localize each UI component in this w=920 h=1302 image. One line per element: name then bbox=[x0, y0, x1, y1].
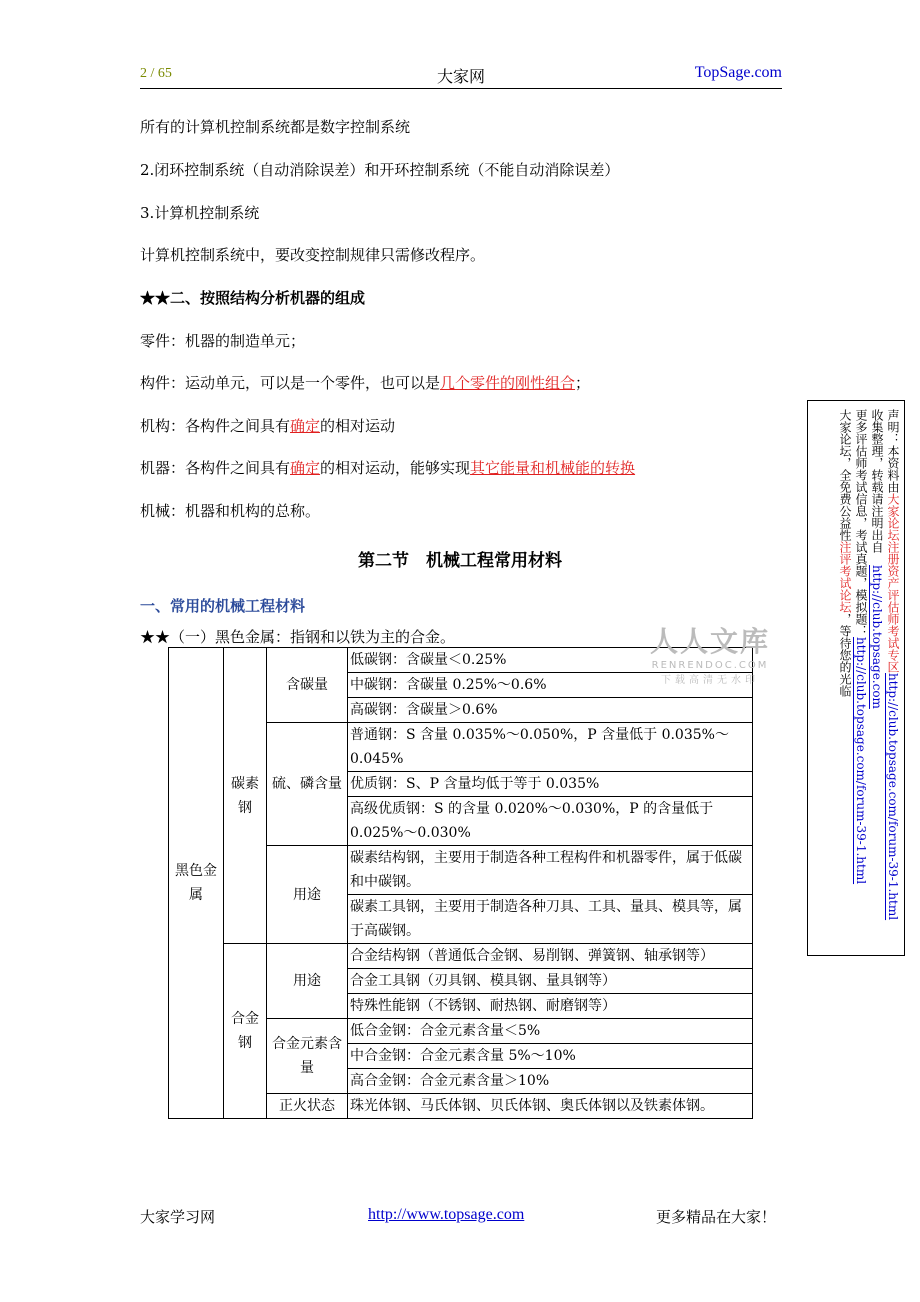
text: 的相对运动，能够实现 bbox=[320, 459, 471, 477]
table-cell: 合金结构钢（普通低合金钢、易削钢、弹簧钢、轴承钢等） bbox=[348, 944, 753, 969]
text: 收集整理，转载请注明出自 bbox=[870, 409, 884, 565]
table-cell: 中碳钢：含碳量 0.25%～0.6% bbox=[348, 673, 753, 698]
footer-link[interactable]: http://www.topsage.com bbox=[368, 1206, 525, 1223]
footer-right: 更多精品在大家！ bbox=[656, 1208, 777, 1226]
cell-alloy-steel: 合金钢 bbox=[224, 944, 267, 1119]
notice-line bbox=[854, 409, 868, 884]
table-cell: 特殊性能钢（不锈钢、耐热钢、耐磨钢等） bbox=[348, 994, 753, 1019]
intro-line: ★★（一）黑色金属：指钢和以铁为主的合金。 bbox=[140, 628, 456, 646]
paragraph bbox=[140, 372, 590, 393]
section-title: 第二节 机械工程常用材料 bbox=[358, 551, 562, 571]
table-cell: 低合金钢：合金元素含量＜5% bbox=[348, 1019, 753, 1044]
text: 机构：各构件之间具有 bbox=[140, 417, 291, 435]
header-site-name: 大家网 bbox=[436, 67, 485, 86]
cell-sp-content: 硫、磷含量 bbox=[267, 723, 348, 846]
cell-use: 用途 bbox=[267, 846, 348, 944]
footer-left: 大家学习网 bbox=[140, 1208, 216, 1226]
highlighted-text: 确定 bbox=[290, 417, 321, 435]
text: ，等待您的光临 bbox=[838, 613, 852, 697]
table-cell: 高碳钢：含碳量＞0.6% bbox=[348, 698, 753, 723]
paragraph: 3.计算机控制系统 bbox=[140, 204, 260, 222]
highlighted-text: 确定 bbox=[290, 459, 321, 477]
table-cell: 普通钢：S 含量 0.035%～0.050%，P 含量低于 0.035%～0.045% bbox=[348, 723, 753, 772]
paragraph bbox=[140, 457, 635, 478]
watermark bbox=[650, 620, 770, 686]
forum-link[interactable]: http://club.topsage.com/forum-39-1.html bbox=[854, 637, 868, 885]
heading: 一、常用的机械工程材料 bbox=[140, 597, 306, 615]
forum-link[interactable]: http://club.topsage.com/forum-39-1.html bbox=[886, 673, 900, 921]
table-cell: 优质钢：S、P 含量均低于等于 0.035% bbox=[348, 772, 753, 797]
page-header bbox=[140, 66, 782, 89]
paragraph: 计算机控制系统中，要改变控制规律只需修改程序。 bbox=[140, 246, 486, 264]
text: 的相对运动 bbox=[320, 417, 396, 435]
header-site-link[interactable]: TopSage.com bbox=[694, 64, 782, 81]
paragraph: 机械：机器和机构的总称。 bbox=[140, 502, 321, 520]
table-cell: 低碳钢：含碳量＜0.25% bbox=[348, 648, 753, 673]
text: 更多评估师考试信息，考试真题，模拟题： bbox=[854, 409, 868, 637]
text: 机器：各构件之间具有 bbox=[140, 459, 291, 477]
cell-use: 用途 bbox=[267, 944, 348, 1019]
table-cell: 高合金钢：合金元素含量＞10% bbox=[348, 1069, 753, 1094]
sidebar-notice bbox=[807, 400, 905, 956]
cell-ferrous-metal: 黑色金属 bbox=[169, 648, 224, 1119]
text: ； bbox=[575, 374, 591, 392]
paragraph: 2.闭环控制系统（自动消除误差）和开环控制系统（不能自动消除误差） bbox=[140, 161, 620, 179]
paragraph bbox=[140, 415, 395, 436]
watermark-caption: 下载高清无水印 bbox=[661, 675, 759, 686]
notice-line bbox=[886, 409, 900, 920]
cell-normalizing: 正火状态 bbox=[267, 1094, 348, 1119]
highlighted-text: 大家论坛注册资产评估师考试专区 bbox=[886, 493, 900, 673]
highlighted-text: 注评考试论坛 bbox=[838, 541, 852, 613]
cell-alloy-content: 合金元素含量 bbox=[267, 1019, 348, 1094]
text: 大家论坛，全免费公益性 bbox=[838, 409, 852, 541]
table-cell: 碳素工具钢，主要用于制造各种刀具、工具、量具、模具等，属于高碳钢。 bbox=[348, 895, 753, 944]
cell-carbon-content: 含碳量 bbox=[267, 648, 348, 723]
paragraph: 所有的计算机控制系统都是数字控制系统 bbox=[140, 118, 411, 136]
subsection-heading: ★★二、按照结构分析机器的组成 bbox=[140, 289, 366, 307]
notice-line bbox=[838, 409, 852, 697]
watermark-subtitle: RENRENDOC.COM bbox=[651, 660, 769, 671]
watermark-title: 人人文库 bbox=[650, 625, 771, 658]
page-number: 2 / 65 bbox=[140, 66, 172, 81]
text: 声明：本资料由 bbox=[886, 409, 900, 493]
text: 构件：运动单元，可以是一个零件，也可以是 bbox=[140, 374, 441, 392]
table-cell: 中合金钢：合金元素含量 5%～10% bbox=[348, 1044, 753, 1069]
table-cell: 碳素结构钢，主要用于制造各种工程构件和机器零件，属于低碳和中碳钢。 bbox=[348, 846, 753, 895]
highlighted-text: 几个零件的刚性组合 bbox=[440, 374, 576, 392]
materials-table bbox=[168, 647, 753, 1119]
notice-line bbox=[870, 409, 884, 709]
club-link[interactable]: http://club.topsage.com bbox=[870, 565, 884, 709]
table-cell: 高级优质钢：S 的含量 0.020%～0.030%，P 的含量低于 0.025%～0.030% bbox=[348, 797, 753, 846]
paragraph: 零件：机器的制造单元； bbox=[140, 332, 306, 350]
cell-carbon-steel: 碳素钢 bbox=[224, 648, 267, 944]
table-cell: 珠光体钢、马氏体钢、贝氏体钢、奥氏体钢以及铁素体钢。 bbox=[348, 1094, 753, 1119]
highlighted-text: 其它能量和机械能的转换 bbox=[470, 459, 636, 477]
table-cell: 合金工具钢（刃具钢、模具钢、量具钢等） bbox=[348, 969, 753, 994]
